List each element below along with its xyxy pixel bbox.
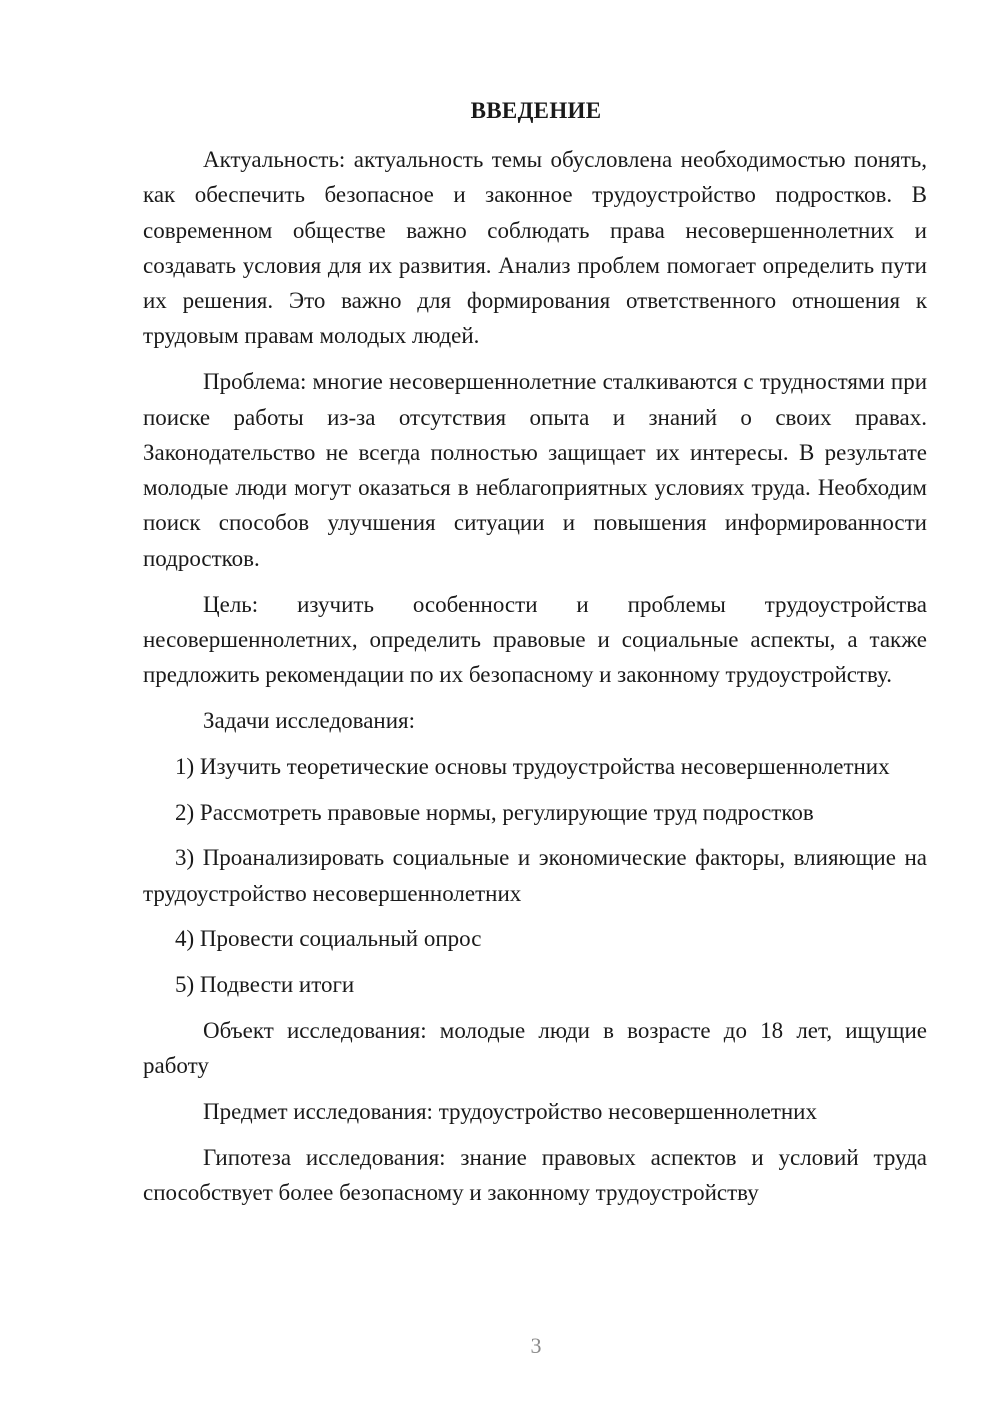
hypothesis-paragraph: Гипотеза исследования: знание правовых аспектов и условий труда способствует более безопасному и законному трудоустройству <box>143 1144 927 1206</box>
task-item: 5) Подвести итоги <box>175 972 355 998</box>
section-title: ВВЕДЕНИЕ <box>470 98 602 123</box>
relevance-paragraph: Актуальность: актуальность темы обусловлена необходимостью понять, как обеспечить безопасное и законное трудоустройство подростков. В современном обществе важно соблюдать права несовершеннолетних и создавать условия для их развития. Анализ проблем помогает определить пути их решения. Это важно для формирования ответственного отношения к трудовым правам молодых людей. <box>143 147 927 349</box>
tasks-heading: Задачи исследования: <box>203 707 416 733</box>
object-paragraph: Объект исследования: молодые люди в возрасте до 18 лет, ищущие работу <box>143 1018 927 1079</box>
document-body <box>143 142 927 1221</box>
task-item: 1) Изучить теоретические основы трудоустройства несовершеннолетних <box>175 753 890 779</box>
task-item: 4) Провести социальный опрос <box>175 926 482 952</box>
task-item: 2) Рассмотреть правовые нормы, регулирующие труд подростков <box>175 799 814 825</box>
task-item: 3) Проанализировать социальные и экономические факторы, влияющие на трудоустройство несовершеннолетних <box>143 845 927 906</box>
subject-paragraph: Предмет исследования: трудоустройство несовершеннолетних <box>203 1099 817 1125</box>
goal-paragraph: Цель: изучить особенности и проблемы трудоустройства несовершеннолетних, определить правовые и социальные аспекты, а также предложить рекомендации по их безопасному и законному трудоустройству. <box>143 591 927 688</box>
page-number: 3 <box>530 1333 542 1358</box>
problem-paragraph: Проблема: многие несовершеннолетние сталкиваются с трудностями при поиске работы из-за отсутствия опыта и знаний о своих правах. Законодательство не всегда полностью защищает их интересы. В результате молодые люди могут оказаться в неблагоприятных условиях труда. Необходим поиск способов улучшения ситуации и повышения информированности подростков. <box>143 369 927 571</box>
